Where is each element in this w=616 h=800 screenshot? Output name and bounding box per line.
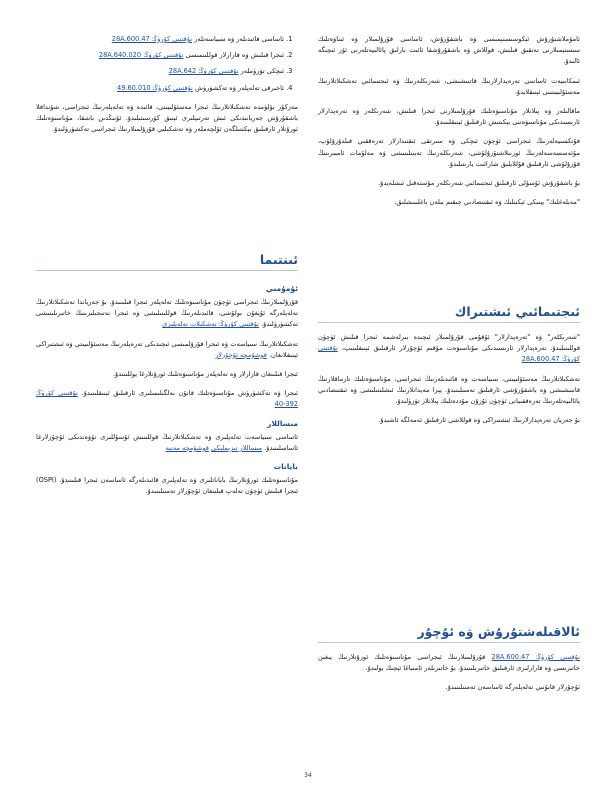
intro-paragraph-1: ﺋﺎﻣﯘﻣﻼﺷﺘﯘرۇش ﺋﯧﻜﻮﺳﯩﺴﺘﯧﻤﯩﺴﻰ ۋە ﺑﺎﺷﻘﯘرۇش، ﺋﺎﺳﺎﺳﻰ ﻗﯘرۇﻟﻤﯩﻼر ۋە ﺋﯩﻨﺎۋەﺗﻠﯩﻚ ﺳﯩﺴﺘﯧﻤﯩﻼرﻧﻰ ﺗﻪﺗﻘﯩﻖ ﻗﯩﻠﯩﺶ، ﻗﻮﻟﻼش ۋە ﺑﺎﺷﻘﯘرۇﺷﻘﺎ ﺋﺎﺋﯩﺖ ﺑﺎرﻟﯩﻖ ﭘﺎﺋﺎﻟﯩﻴﻪﺗﻠﻪرﻧﻰ ﺋﯚز ﺋﯩﭽﯩﮕﻪ ﺋﺎﻟﯩﺪۇ. [318,35,580,66]
list-item-text: ﺋﯩﺠﺮا ﻗﯩﻠﯩﺶ ۋە ﻗﺎرارﻻر ﻗﻮﻟﻠﯩﻨﻤﯩﺴﻰ [185,51,284,60]
list-item-link[interactable]: ﻧﯘﻗﺘﯩﻨﻰ ﻛﯚرۈﯕ: 49.60.010 [117,83,193,92]
right-column-section1 [318,332,580,434]
intro-paragraph-3: ﻣﺎﻗﺎﻟﯩﻠﻪر ۋە ﭘﯩﻼﻧﻼر ﻣﯘﻧﺎﺳﯩﯟەﺗﻠﯩﻚ ﻗﯘرۇﻟﻤﯩﻼرﻧﻰ ﺋﯩﺠﺮا ﻗﯩﻠﯩﺶ، ﺷﻪرﯨﻜﻠﻪر ۋە ﺗﻪرەﭘﺪارﻻر ﺋﺎرﯨﺴﯩﺪﯨﻜﻰ ﻣﯘﻧﺎﺳﯩﯟەﺗﻨﻰ ﺑﯧﻜﯩﺘﯩﺶ ﺋﺎرﻗﯩﻠﯩﻖ ﺋﯧﻨﯩﻘﻠﯩﻨﯩﺪۇ. [318,107,580,127]
list-item [36,83,284,94]
section-heading-community: ﺋﯩﺠﺘﯩﻤﺎﺋﯩﻲ ﺋﯩﺸﺘﯩﺮاك [454,304,580,319]
section2-paragraph-1 [318,652,580,674]
section-rule [318,642,580,643]
intro-paragraph-4: ﻓﯘﻧﻜﺴﯩﻴﻪﻟﻪرﻧﯩﯔ ﺋﯩﺠﺮاﺳﻰ ﺋﯜﭼﯜن ﺋﯩﭽﻜﻰ ۋە ﺳﯩﺮﺗﻘﻰ ﺋﯩﻘﺘﯩﺪارﻻر ﺗﻪرەﻗﻘﯩﻲ ﻗﯩﻠﺪۇرۇﻟﯘپ، ﻣﯘﺋﻪﺳﺴﻪﺳﻪﻟﻪرﻧﯩﯔ ﺋﻮرﯨﻨﻼﺷﺘﯘرۇﻟﯘﺷﻰ، ﺷﻪرﯨﻜﻠﻪرﻧﯩﯔ ﺗﻪﻳﯩﻨﻠﯩﻨﯩﺸﻰ ۋە ﻣﻪﻟﯘﻣﺎت ﺋﺎﻣﺒﯩﺮﯨﻨﯩﯔ ﻗﯘرۇﻟﯘﺷﻰ ﺋﺎرﻗﯩﻠﯩﻖ ﻗﯘﻟﻼﻳﻠﯩﻖ ﺷﺎراﺋﯩﺖ ﻳﺎرﯨﺘﯩﻠﯩﺪۇ. [318,137,580,168]
list-item [36,50,284,61]
list-item-text: ﺋﺎﺳﺎﺳﻰ ﻗﺎﺋﯩﺪﯨﻠﻪر ۋە ﺳﯩﻴﺎﺳﻪﺗﻠﻪر [194,35,284,43]
subsection1-link-2[interactable]: ﻗﻮﺷﯘﻣﭽﻪ ﺋﯘﭼﯘرﻻر [215,350,267,359]
left-intro-paragraph: ﻣﻪزﻛﯘر ﺑﯚﻟﯜﻣﺪە ﺗﻪﺷﻜﯩﻼﺗﻼرﻧﯩﯔ ﺋﯩﺠﺮا ﻣﻪﺳﺌﯘﻟﯩﻴﯩﺘﻰ، ﻗﺎﺋﯩﺪە ۋە ﺗﻪﻟﻪﭘﻠﻪرﻧﯩﯔ ﺋﯩﺠﺮاﺳﻰ، ﺷﯘﻧﺪاﻗﻼ ﺑﺎﺷﻘﯘرۇش ﺟﻪرﻳﺎﻧﯩﺪﯨﻜﻰ ﺋﯩﺶ ﺗﻪرﺗﯩﭙﻠﯩﺮى ﺋﯧﻨﯩﻖ ﻛﯚرﺳﯩﺘﯩﻠﯩﺪۇ. ﺋﯘﻧﯩﯖﺪﯨﻦ ﺑﺎﺷﻘﺎ، ﻣﯘﻧﺎﺳﯩﯟەﺗﻠﯩﻚ ﺋﻮرۇﻧﻼر ﺋﺎرﻗﯩﻠﯩﻖ ﺑﯧﻜﯩﺘﯩﻠﮕﻪن ﺋﯚﻟﭽﻪﻣﻠﻪر ۋە ﺗﻪﺷﻜﯩﻠﯩﻲ ﻗﯘرۇﻟﻤﯩﻼرﻧﯩﯔ ﺋﯩﺠﺮاﺳﻰ ﺗﻪﻛﺸﯜرۈﻟﯩﺪۇ. [36,102,298,134]
page-number: 34 [304,772,312,779]
subsection1-paragraph-3: ﺋﯩﺠﺮا ﻗﯩﻠﯩﻨﻐﺎن ﻗﺎرارﻻر ۋە ﺗﻪﻟﻪﭘﻠﻪر ﻣﯘﻧﺎﺳﯩﯟەﺗﻠﯩﻚ ﺋﻮرۇﻧﻼرﻏﺎ ﻳﻮﻟﻠﯩﻨﯩﺪۇ. [112,370,298,379]
section-rule [318,322,580,323]
right-column [318,34,580,216]
subsection1-paragraph-4-text: ﺋﯩﺠﺮا ۋە ﺗﻪﻛﺸﯜرۈش ﻣﯘﻧﺎﺳﯩﯟەﺗﻠﯩﻚ ﻗﺎﻧﯘن ﺑﻪﻟﮕﯩﻠﯩﻤﯩﻠﯩﺮى ﺋﺎرﻗﯩﻠﯩﻖ ﺋﯧﻨﯩﻘﻠﯩﻨﯩﺪۇ. [81,389,298,398]
subsection2-paragraph-text: ﺋﺎﺳﺎﺳﻰ ﺳﯩﻴﺎﺳﻪت ﺗﻪﻟﻪﭘﻠﯩﺮى ۋە ﺗﻪﺷﻜﯩﻼﺗﻼرﻧﯩﯔ ﻗﻮﻟﻠﯩﻨﯩﺶ ﺋﯘﺳﯘﻟﻠﯩﺮى ﺗﯚۋەﻧﺪﯨﻜﻰ ﺋﯘﭼﯘرﻻرﻏﺎ ﺋﺎﺳﺎﺳﻠﯩﻨﯩﺪۇ. [36,432,298,452]
section1-paragraph-1 [318,332,580,366]
intro-paragraph-2: ﺋﯩﻤﻜﺎﻧﯩﻴﻪت ﺋﺎﺳﺎﺳﻰ ﺗﻪرەﭘﺪارﻻرﻧﯩﯔ ﻗﺎﺗﻨﯩﺸﯩﺸﻰ، ﺷﻪرﯨﻜﻠﻪرﻧﯩﯔ ۋە ﺋﯩﺠﺘﯩﻤﺎﺋﯩﻲ ﺗﻪﺷﻜﯩﻼﺗﻼرﻧﯩﯔ ﻣﻪﺳﺌﯘﻟﯩﻴﯩﺘﯩﻨﻰ ﺋﯧﻨﯩﻘﻼﻳﺪۇ. [318,76,580,96]
section1-link[interactable]: ﻧﯘﻗﺘﯩﻨﻰ ﻛﯚرۈﯕ: 28A.600.47 [318,344,580,364]
subsection-heading-statements: ﺑﺎﻳﺎﻧﺎت [273,462,298,472]
section2-paragraph-2: ﺋﯘﭼﯘرﻻر ﻗﺎﻧﯘﻧﯩﻲ ﺗﻪﻟﻪﭘﻠﻪرﮔﻪ ﺋﺎﺳﺎﺳﻪن ﺗﻪﻣﯩﻨﻠﯩﻨﯩﺪۇ. [445,683,580,692]
section2-link[interactable]: ﻧﯘﻗﺘﯩﻨﻰ ﻛﯚرۈﯕ: 28A.600.47 [491,653,580,661]
section1-paragraph-2: ﺗﻪﺷﻜﯩﻼﺗﻼرﻧﯩﯔ ﻣﻪﺳﺌﯘﻟﯩﻴﯩﺘﻰ، ﺳﯩﻴﺎﺳﻪت ۋە ﻗﺎﺋﯩﺪﯨﻠﻪرﻧﯩﯔ ﺋﯩﺠﺮاﺳﻰ، ﻣﯘﻧﺎﺳﯩﯟەﺗﻠﯩﻚ ﺗﺎرﻣﺎﻗﻼرﻧﯩﯔ ﻗﺎﺗﻨﯩﺸﯩﺸﻰ ۋە ﺑﺎﺷﻘﯘرۇﺷﻰ ﺋﺎرﻗﯩﻠﯩﻖ ﺗﻪﻣﯩﻨﻠﯩﻨﯩﺪۇ. ﻳﯧﺰا ﻣﻪﻳﺪاﻧﻼرﻧﯩﯔ ﺋﯩﺸﻠﯩﺘﯩﻠﯩﺸﻰ ۋە ﺋﯩﻘﺘﯩﺼﺎدﯨﻲ ﭘﺎﺋﺎﻟﯩﻴﻪﺗﻠﻪرﻧﯩﯔ ﺗﻪرەﻗﻘﯩﻴﺎﺗﻰ ﺋﯜﭼﯜن ﺋﯘزۇن ﻣﯘددەﺗﻠﯩﻚ ﭘﯩﻼﻧﻼر ﺗﯜزۈﻟﯩﺪۇ. [318,374,580,406]
left-column [36,34,298,143]
subsection1-paragraph-2 [36,339,298,361]
intro-paragraph-5: ﺑﯘ ﺑﺎﺷﻘﯘرۇش ﺋﯘﺳﯘﻟﻰ ﺋﺎرﻗﯩﻠﯩﻖ ﺋﯩﺠﺘﯩﻤﺎﺋﯩﻲ ﺷﻪرﯨﻜﻠﻪر ﻣﯘﺳﺘﻪﻗﯩﻞ ﺋﯩﺸﻠﻪﻳﺪۇ. [378,179,580,188]
subsection1-paragraph-1 [36,297,298,331]
section2-paragraph-1-text: ﻗﯘرۇﻟﻤﯩﻼرﻧﯩﯔ ﺋﯩﺠﺮاﺳﻰ ﻣﯘﻧﺎﺳﯩﯟەﺗﻠﯩﻚ ﺋﻮرۇﻧﻼرﻧﯩﯔ ﻳﯩﻐﯩﻦ ﺧﺎﺗﯩﺮﯨﺴﻰ ۋە ﻗﺎرارﻟﯩﺮى ﺋﺎرﻗﯩﻠﯩﻖ ﺧﺎﺗﯩﺮﯨﻠﯩﻨﯩﺪۇ. ﺑﯘ ﺧﺎﺗﯩﺮﯨﻠﻪر ﺋﺎﻣﯩﺒﺎﻏﺎ ﺋﯧﭽﯩﻚ ﺑﻮﻟﯩﺪۇ. [318,653,580,673]
subsection2-paragraph [36,432,298,454]
section-heading-communication: ﺋﺎﻻﻗﯩﻠﻪﺷﺘﯘرۇش ۋە ﺋﯘﭼﯘر [417,624,580,639]
list-item-link[interactable]: ﻧﯘﻗﺘﯩﻨﻰ ﻛﯚرۈﯕ: 28A.640.020 [98,51,184,60]
subsection2-link-1[interactable]: ﻣﯩﺴﺎﻟﻼر ﺗﯩﺰﯨﻤﻠﯩﻜﻰ [211,443,263,452]
list-item-link[interactable]: ﻧﯘﻗﺘﯩﻨﻰ ﻛﯚرۈﯕ: 28A.600.47 [111,35,193,43]
list-item-link[interactable]: ﻧﯘﻗﺘﯩﻨﻰ ﻛﯚرۈﯕ: 28A.642 [168,67,239,76]
section-rule [36,270,298,271]
subsection1-paragraph-4 [36,388,298,410]
subsection1-paragraph-1-text: ﻗﯘرۇﻟﻤﯩﻼرﻧﯩﯔ ﺋﯩﺠﺮاﺳﻰ ﺋﯜﭼﯜن ﻣﯘﻧﺎﺳﯩﯟەﺗﻠﯩﻚ ﺗﻪﻟﻪﭘﻠﻪر ﺋﯩﺠﺮا ﻗﯩﻠﯩﻨﯩﺪۇ. ﺑﯘ ﺟﻪرﻳﺎﻧﺪا ﺗﻪﺷﻜﯩﻼﺗﻼرﻧﯩﯔ ﺗﻪﻟﻪﭘﻠﻪرﮔﻪ ﺋﯘﻳﻐﯘن ﺑﻮﻟﯘﺷﻰ، ﻗﺎﺋﯩﺪﯨﻠﻪرﻧﯩﯔ ﻗﻮﻟﻠﯩﻨﯩﻠﯩﺸﻰ ۋە ﺋﯩﺠﺮا ﻧﻪﺗﯩﺠﯩﻠﯩﺮﯨﻨﯩﯔ ﺧﺎﺗﯩﺮﯨﻠﯩﻨﯩﺸﻰ ﺗﻪﻛﺸﯜرۈﻟﯩﺪۇ. [36,298,298,329]
subsection1-link-1[interactable]: ﻧﯘﻗﺘﯩﻨﻰ ﻛﯚرۈﯕ: ﺗﻪﺷﻜﯩﻼت ﺗﻪﻟﻪﭘﻠﯩﺮى [162,320,259,329]
subsection3-paragraph: ﻣﯘﻧﺎﺳﯩﯟەﺗﻠﯩﻚ ﺋﻮرۇﻧﻼرﻧﯩﯔ ﺑﺎﻳﺎﻧﺎﺗﻠﯩﺮى ۋە ﺗﻪﻟﻪﭘﻠﯩﺮى ﻗﺎﺋﯩﺪﯨﻠﻪرﮔﻪ ﺋﺎﺳﺎﺳﻪن ﺋﯩﺠﺮا ﻗﯩﻠﯩﻨﯩﺪۇ. (OSPI) ﺋﯩﺠﺮا ﻗﯩﻠﯩﺶ ﺋﯜﭼﯜن ﺗﻪﻟﻪپ ﻗﯩﻠﯩﻨﻐﺎن ﺋﯘﭼﯘرﻻر ﺗﻪﻣﯩﻨﻠﯩﻨﯩﺪۇ. [36,476,298,496]
intro-paragraph-6: "ﻣﻪﺑﻠﻪﻏﻠﯩﻚ" ﻳﯧﻨﯩﻜﻰ ﺋﯧﻜﯩﻨﻠﯩﻚ ۋە ﺋﯩﻘﺘﯩﺼﺎدﯨﻲ ﭼﯩﻘﯩﻢ ﺑﯩﻠﻪن ﺑﺎﻏﻠﯩﻨﯩﺸﻠﯩﻖ. [394,198,580,207]
section1-paragraph-1-text: "ﺷﻪرﯨﻜﻠﻪر" ۋە "ﺗﻪرەﭘﺪارﻻر" ﺋﯘﻗﯘﻣﻰ ﻗﯘرۇﻟﻤﯩﻼر ﺋﯩﭽﯩﺪە ﺑﯩﺮﻟﻪﺷﻤﻪ ﺋﯩﺠﺮا ﻗﯩﻠﯩﺶ ﺋﯜﭼﯜن ﻗﻮﻟﻠﯩﻨﯩﻠﯩﺪۇ. ﺗﻪرەﭘﺪارﻻر ﺋﺎرﯨﺴﯩﺪﯨﻜﻰ ﻣﯘﻧﺎﺳﯩﯟەت ﻣﯘﻗﯩﻢ ﺋﯘﭼﯘرﻻر ﺋﺎرﻗﯩﻠﯩﻖ ﺋﯧﻨﯩﻘﻠﯩﻨﯩﭗ، [318,333,580,353]
reference-list [36,34,298,94]
section1-paragraph-3: ﺑﯘ ﺟﻪرﻳﺎن ﺗﻪرەﭘﺪارﻻرﻧﯩﯔ ﺋﯩﺸﺘﯩﺮاﻛﻰ ۋە ﻗﻮﻟﻼﺷﻰ ﺋﺎرﻗﯩﻠﯩﻖ ﺋﻪﻣﻪﻟﮕﻪ ﺋﺎﺷﯩﺪۇ. [378,416,580,425]
section-heading-intima: ﺋﯩﻨﺘﯩﻤﺎ [259,252,298,267]
subsection2-link-2[interactable]: ﻗﻮﺷﯘﻣﭽﻪ ﻣﻪﻧﺒﻪ [165,443,209,452]
subsection1-paragraph-2-text: ﺗﻪﺷﻜﯩﻼﺗﻼرﻧﯩﯔ ﺳﯩﻴﺎﺳﻪت ۋە ﺋﯩﺠﺮا ﻗﯘرۇﻟﻤﯩﺴﻰ ﺋﯩﭽﯩﺪﯨﻜﻰ ﺗﻪرەﭘﻠﻪرﻧﯩﯔ ﻣﻪﺳﺌﯘﻟﯩﻴﯩﺘﻰ ۋە ﺋﯩﺸﺘﯩﺮاﻛﻰ ﺋﯧﻨﯩﻘﻼﻧﻐﺎن. [36,339,298,359]
subsection-heading-examples: ﻣﯩﺴﺎﻟﻼر [267,418,298,428]
right-column-section2 [318,652,580,702]
subsection-heading-general: ﺋﯘﻣﯘﻣﯩﻲ [265,284,298,293]
subsection1-link-3[interactable]: ﻧﯘﻗﺘﯩﻨﻰ ﻛﯚرۈﯕ: 392-40 [36,389,298,409]
left-column-body [36,278,298,505]
list-item [36,34,284,45]
list-item-text: ﺋﯩﭽﻜﻰ ﺗﯜزۈﻣﻠﻪر [240,67,284,76]
list-item-text: ﺋﺎﺧﯩﺮﻗﻰ ﺗﻪﻟﻪﭘﻠﻪر ۋە ﺗﻪﻛﺸﯜرۈش [195,83,284,92]
list-item [36,66,284,77]
